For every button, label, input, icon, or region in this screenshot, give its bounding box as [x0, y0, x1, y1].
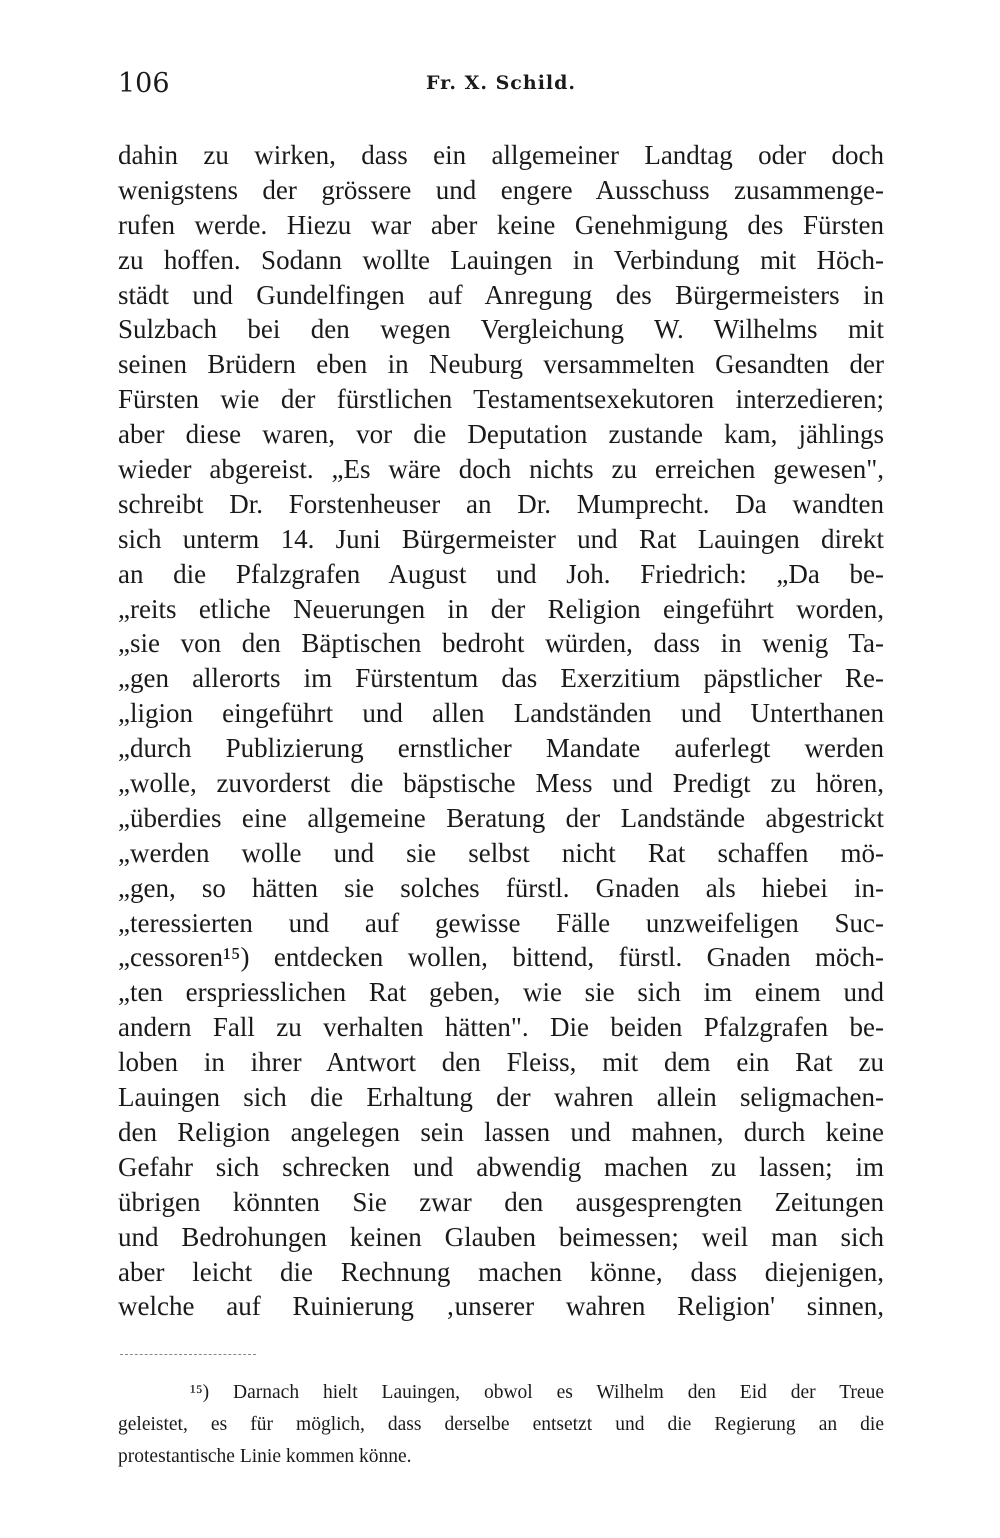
text-line: sich unterm 14. Juni Bürgermeister und Rat Lauingen direkt [118, 523, 884, 554]
text-line: loben in ihrer Antwort den Fleiss, mit dem ein Rat zu [118, 1047, 884, 1078]
text-line: „werden wolle und sie selbst nicht Rat schaffen mö- [118, 837, 884, 868]
footnote-line: geleistet, es für möglich, dass derselbe entsetzt und die Regierung an die [118, 1414, 884, 1435]
text-line: wieder abgereist. „Es wäre doch nichts zu erreichen gewesen", [118, 454, 884, 485]
footnote-divider [120, 1354, 256, 1355]
text-line: welche auf Ruinierung ‚unserer wahren Religion' sinnen, [118, 1291, 884, 1322]
text-line: „cessoren¹⁵) entdecken wollen, bittend, fürstl. Gnaden möch- [118, 942, 884, 973]
text-line: „sie von den Bäptischen bedroht würden, dass in wenig Ta- [118, 628, 884, 659]
text-line: „überdies eine allgemeine Beratung der Landstände abgestrickt [118, 802, 884, 833]
text-line: aber leicht die Rechnung machen könne, dass diejenigen, [118, 1256, 884, 1287]
text-line: schreibt Dr. Forstenheuser an Dr. Mumprecht. Da wandten [118, 488, 884, 519]
text-line: „wolle, zuvorderst die bäpstische Mess und Predigt zu hören, [118, 768, 884, 799]
body-text [118, 138, 884, 1324]
text-line: wenigstens der grössere und engere Ausschuss zusammenge- [118, 174, 884, 205]
text-line: an die Pfalzgrafen August und Joh. Friedrich: „Da be- [118, 558, 884, 589]
text-line: Sulzbach bei den wegen Vergleichung W. Wilhelms mit [118, 314, 884, 345]
text-line: dahin zu wirken, dass ein allgemeiner Landtag oder doch [118, 140, 884, 170]
footnote [118, 1377, 884, 1473]
page-number: 106 [118, 68, 170, 99]
text-line: „durch Publizierung ernstlicher Mandate auferlegt werden [118, 733, 884, 764]
text-line: seinen Brüdern eben in Neuburg versammelten Gesandten der [118, 349, 884, 380]
footnote-line: protestantische Linie kommen könne. [118, 1446, 412, 1467]
text-line: übrigen könnten Sie zwar den ausgesprengten Zeitungen [118, 1186, 884, 1217]
text-line: „gen allerorts im Fürstentum das Exerzitium päpstlicher Re- [118, 663, 884, 694]
text-line: und Bedrohungen keinen Glauben beimessen; weil man sich [118, 1221, 884, 1252]
text-line: Lauingen sich die Erhaltung der wahren allein seligmachen- [118, 1082, 884, 1113]
text-line: „gen, so hätten sie solches fürstl. Gnaden als hiebei in- [118, 872, 884, 903]
running-title: Fr. X. Schild. [425, 72, 577, 94]
text-line: Fürsten wie der fürstlichen Testamentsexekutoren interzedieren; [118, 384, 884, 415]
text-line: „ligion eingeführt und allen Landständen und Unterthanen [118, 698, 884, 729]
text-line: „teressierten und auf gewisse Fälle unzweifeligen Suc- [118, 907, 884, 938]
text-line: „ten erspriesslichen Rat geben, wie sie sich im einem und [118, 977, 884, 1008]
text-line: aber diese waren, vor die Deputation zustande kam, jählings [118, 419, 884, 450]
text-line: zu hoffen. Sodann wollte Lauingen in Verbindung mit Höch- [118, 244, 884, 275]
text-line: andern Fall zu verhalten hätten". Die beiden Pfalzgrafen be- [118, 1012, 884, 1043]
text-line: Gefahr sich schrecken und abwendig machen zu lassen; im [118, 1151, 884, 1182]
footnote-line: ¹⁵) Darnach hielt Lauingen, obwol es Wilhelm den Eid der Treue [190, 1382, 884, 1403]
text-line: rufen werde. Hiezu war aber keine Genehmigung des Fürsten [118, 209, 884, 240]
text-line: städt und Gundelfingen auf Anregung des Bürgermeisters in [118, 279, 884, 310]
text-line: „reits etliche Neuerungen in der Religion eingeführt worden, [118, 593, 884, 624]
page-header [118, 68, 884, 108]
text-line: den Religion angelegen sein lassen und mahnen, durch keine [118, 1116, 884, 1147]
